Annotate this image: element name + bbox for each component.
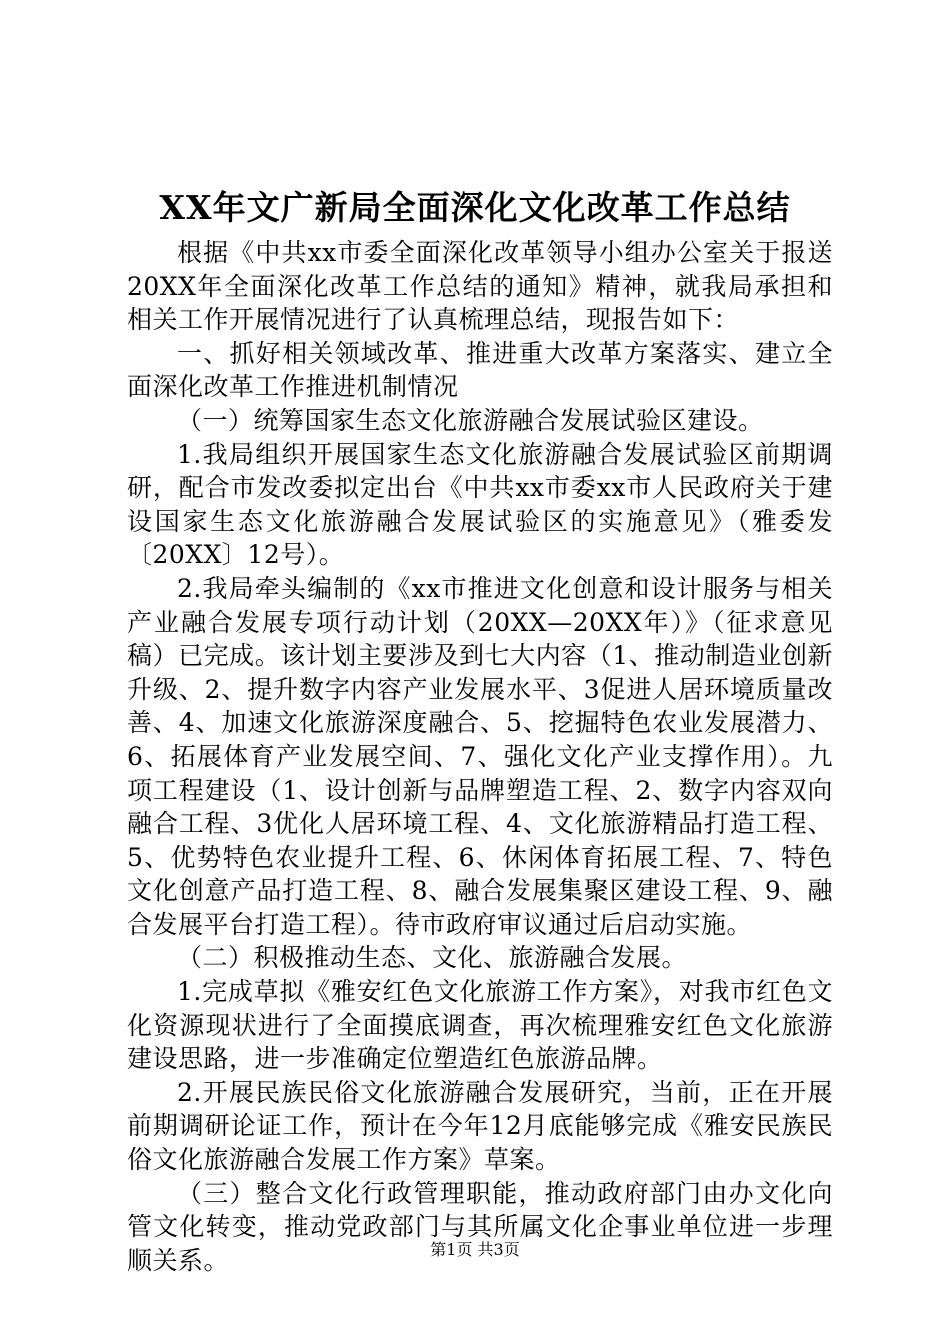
document-title: XX年文广新局全面深化文化改革工作总结 bbox=[159, 188, 791, 227]
paragraph-item: 1.我局组织开展国家生态文化旅游融合发展试验区前期调研，配合市发改委拟定出台《中共xx市委xx市人民政府关于建设国家生态文化旅游融合发展试验区的实施意见》（雅委发〔20XX〕12号）。 bbox=[127, 439, 833, 570]
subsection-heading-1: （一）统筹国家生态文化旅游融合发展试验区建设。 bbox=[177, 405, 764, 435]
paragraph-item: 2.我局牵头编制的《xx市推进文化创意和设计服务与相关产业融合发展专项行动计划（20XX—20XX年）》（征求意见稿）已完成。该计划主要涉及到七大内容（1、推动制造业创新升级、2、提升数字内容产业发展水平、3促进人居环境质量改善、4、加速文化旅游深度融合、5、挖掘特色农业发展潜力、6、拓展体育产业发展空间、7、强化文化产业支撑作用）。九项工程建设（1、设计创新与品牌塑造工程、2、数字内容双向融合工程、3优化人居环境工程、4、文化旅游精品打造工程、5、优势特色农业提升工程、6、休闲体育拓展工程、7、特色文化创意产品打造工程、8、融合发展集聚区建设工程、9、融合发展平台打造工程）。待市政府审议通过后启动实施。 bbox=[127, 573, 833, 939]
section-heading-1: 一、抓好相关领域改革、推进重大改革方案落实、建立全面深化改革工作推进机制情况 bbox=[127, 338, 833, 402]
subsection-heading-2: （二）积极推动生态、文化、旅游融合发展。 bbox=[177, 943, 688, 973]
paragraph-item: 1.完成草拟《雅安红色文化旅游工作方案》，对我市红色文化资源现状进行了全面摸底调查，再次梳理雅安红色文化旅游建设思路，进一步准确定位塑造红色旅游品牌。 bbox=[127, 977, 833, 1074]
paragraph-item: 2.开展民族民俗文化旅游融合发展研究，当前，正在开展前期调研论证工作，预计在今年12月底能够完成《雅安民族民俗文化旅游融合发展工作方案》草案。 bbox=[127, 1077, 833, 1175]
paragraph-intro: 根据《中共xx市委全面深化改革领导小组办公室关于报送20XX年全面深化改革工作总结的通知》精神，就我局承担和相关工作开展情况进行了认真梳理总结，现报告如下： bbox=[127, 238, 833, 335]
page-footer: 第1页 共3页 bbox=[430, 1240, 520, 1259]
subsection-heading-3: （三）整合文化行政管理职能，推动政府部门由办文化向管文化转变，推动党政部门与其所属文化企事业单位进一步理顺关系。 bbox=[127, 1178, 833, 1275]
document-body bbox=[127, 236, 833, 1277]
